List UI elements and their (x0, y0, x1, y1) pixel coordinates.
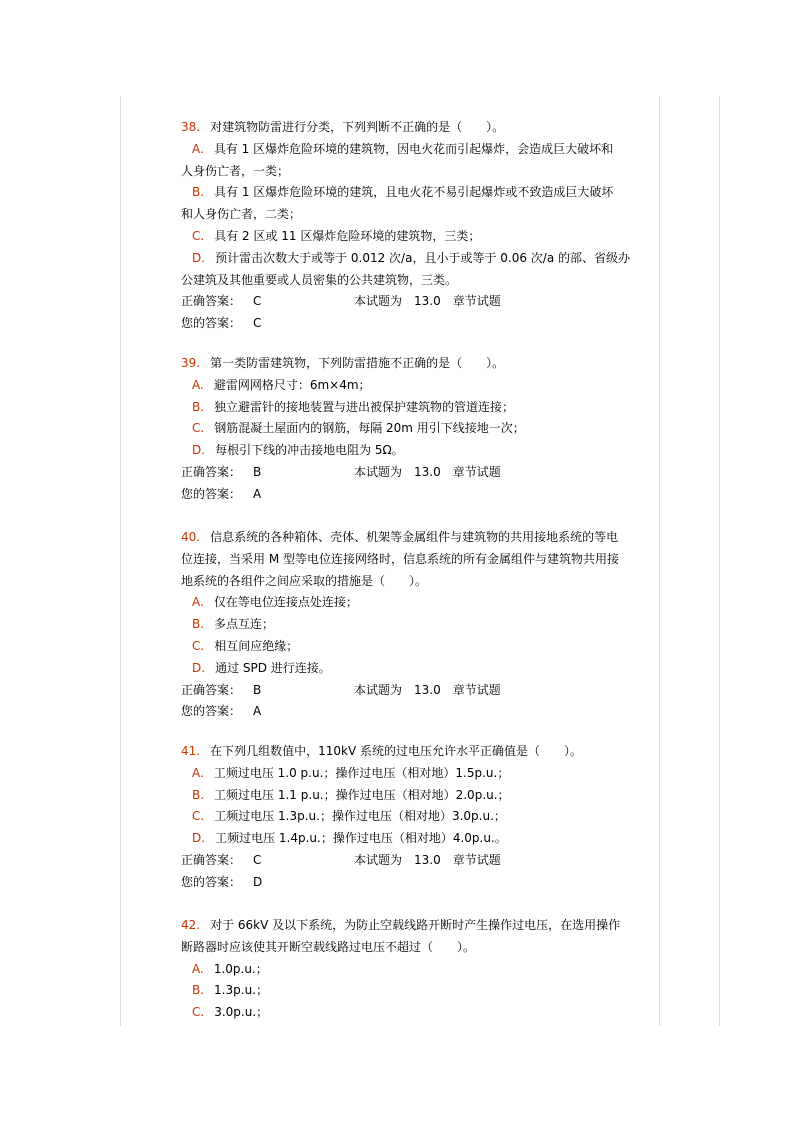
question-stem-line (181, 527, 661, 549)
option-text: 工频过电压 1.1 p.u.；操作过电压（相对地）2.0p.u.； (214, 787, 510, 802)
option-line (181, 636, 661, 658)
option-letter: C. (192, 1005, 205, 1020)
option-letter: D. (192, 660, 206, 675)
correct-answer-label: 正确答案： (181, 294, 242, 309)
option-letter: B. (192, 787, 205, 802)
option-line (181, 592, 661, 614)
option-letter: D. (192, 250, 206, 265)
option-text: 工频过电压 1.0 p.u.；操作过电压（相对地）1.5p.u.； (213, 765, 510, 780)
score-value: 13.0 (414, 464, 441, 479)
question-stem-text: 对建筑物防雷进行分类，下列判断不正确的是（ ）。 (210, 120, 505, 134)
score-prefix: 本试题为 (354, 852, 403, 867)
correct-answer-row (181, 680, 661, 702)
option-line (181, 440, 661, 462)
question-stem-line (181, 571, 661, 593)
your-answer-value: D (253, 874, 263, 889)
outer-right-border-line (719, 96, 720, 1026)
option-text: 钢筋混凝土屋面内的钢筋，每隔 20m 用引下线接地一次； (214, 421, 525, 436)
option-text: 具有 2 区或 11 区爆炸危险环境的建筑物，三类； (214, 228, 481, 243)
your-answer-value: A (253, 486, 262, 501)
option-text: 人身伤亡者，一类； (181, 163, 290, 178)
question-block (181, 353, 661, 506)
your-answer-label: 您的答案： (181, 486, 242, 501)
score-prefix: 本试题为 (354, 682, 403, 697)
question-stem-line (181, 937, 661, 959)
option-text: 相互间应绝缘； (214, 638, 299, 653)
option-letter: A. (192, 765, 204, 780)
score-prefix: 本试题为 (354, 464, 403, 479)
chapter-label: 章节试题 (452, 852, 501, 867)
question-stem-text: 第一类防雷建筑物，下列防雷措施不正确的是（ ）。 (210, 356, 505, 370)
score-value: 13.0 (414, 682, 441, 697)
option-text: 多点互连； (214, 617, 275, 632)
option-text: 预计雷击次数大于或等于 0.012 次/a，且小于或等于 0.06 次/a 的部、省级办 (215, 250, 631, 265)
option-line (181, 763, 661, 785)
option-line (181, 248, 661, 270)
question-number: 39. (181, 356, 201, 370)
your-answer-label: 您的答案： (181, 316, 242, 331)
option-line (181, 980, 661, 1002)
option-text: 具有 1 区爆炸危险环境的建筑物，因电火花而引起爆炸，会造成巨大破坏和 (213, 141, 614, 156)
option-letter: B. (192, 617, 205, 632)
your-answer-label: 您的答案： (181, 704, 242, 719)
option-text: 工频过电压 1.4p.u.；操作过电压（相对地）4.0p.u.。 (215, 831, 507, 846)
question-block (181, 527, 661, 723)
question-stem-line (181, 741, 661, 763)
option-text: 1.0p.u.； (213, 961, 268, 976)
your-answer-value: A (253, 704, 262, 719)
correct-answer-value: C (253, 294, 262, 309)
option-letter: A. (192, 141, 204, 156)
your-answer-value: C (253, 316, 262, 331)
question-stem-text: 断路器时应该使其开断空载线路过电压不超过（ ）。 (181, 939, 476, 954)
option-letter: C. (192, 228, 205, 243)
option-text: 每根引下线的冲击接地电阻为 5Ω。 (215, 443, 404, 458)
question-number: 41. (181, 744, 201, 758)
chapter-label: 章节试题 (452, 294, 501, 309)
question-stem-line (181, 117, 661, 139)
option-line (181, 959, 661, 981)
option-text: 工频过电压 1.3p.u.；操作过电压（相对地）3.0p.u.； (214, 809, 506, 824)
option-line (181, 161, 661, 183)
option-line (181, 658, 661, 680)
your-answer-row (181, 313, 661, 335)
option-text: 通过 SPD 进行连接。 (215, 660, 331, 675)
chapter-label: 章节试题 (452, 464, 501, 479)
your-answer-label: 您的答案： (181, 874, 242, 889)
option-text: 公建筑及其他重要或人员密集的公共建筑物，三类。 (181, 272, 458, 287)
question-stem-text: 位连接，当采用 M 型等电位连接网络时，信息系统的所有金属组件与建筑物共用接 (181, 551, 619, 566)
option-text: 仅在等电位连接点处连接； (213, 595, 358, 610)
option-line (181, 182, 661, 204)
correct-answer-label: 正确答案： (181, 852, 242, 867)
chapter-label: 章节试题 (452, 682, 501, 697)
question-stem-line (181, 353, 661, 375)
your-answer-row (181, 872, 661, 894)
option-line (181, 270, 661, 292)
option-line (181, 614, 661, 636)
question-block (181, 915, 661, 1024)
correct-answer-row (181, 850, 661, 872)
correct-answer-label: 正确答案： (181, 464, 242, 479)
question-number: 42. (181, 918, 201, 932)
option-letter: B. (192, 983, 205, 998)
question-number: 38. (181, 120, 201, 134)
option-line (181, 806, 661, 828)
correct-answer-value: B (253, 464, 262, 479)
question-stem-line (181, 915, 661, 937)
option-text: 1.3p.u.； (214, 983, 268, 998)
option-text: 和人身伤亡者，二类； (181, 207, 302, 222)
score-value: 13.0 (414, 852, 441, 867)
question-stem-text: 信息系统的各种箱体、壳体、机架等金属组件与建筑物的共用接地系统的等电 (210, 530, 619, 544)
option-letter: D. (192, 831, 206, 846)
option-text: 避雷网网格尺寸：6m×4m； (213, 377, 371, 392)
question-stem-text: 地系统的各组件之间应采取的措施是（ ）。 (181, 573, 428, 588)
option-letter: B. (192, 399, 205, 414)
question-block (181, 117, 661, 335)
question-stem-text: 在下列几组数值中，110kV 系统的过电压允许水平正确值是（ ）。 (210, 744, 582, 758)
your-answer-row (181, 701, 661, 723)
option-letter: A. (192, 377, 204, 392)
option-letter: D. (192, 443, 206, 458)
left-border-line (120, 96, 121, 1026)
option-line (181, 226, 661, 248)
option-text: 独立避雷针的接地装置与进出被保护建筑物的管道连接； (214, 399, 515, 414)
option-line (181, 828, 661, 850)
option-line (181, 204, 661, 226)
option-letter: C. (192, 421, 205, 436)
option-letter: A. (192, 961, 204, 976)
option-letter: C. (192, 638, 205, 653)
option-text: 3.0p.u.； (214, 1005, 269, 1020)
option-line (181, 139, 661, 161)
option-letter: A. (192, 595, 204, 610)
your-answer-row (181, 484, 661, 506)
option-line (181, 785, 661, 807)
option-letter: B. (192, 185, 205, 200)
question-stem-line (181, 549, 661, 571)
question-block (181, 741, 661, 894)
option-line (181, 418, 661, 440)
option-line (181, 1002, 661, 1024)
score-prefix: 本试题为 (354, 294, 403, 309)
correct-answer-row (181, 291, 661, 313)
correct-answer-row (181, 462, 661, 484)
correct-answer-label: 正确答案： (181, 682, 242, 697)
correct-answer-value: B (253, 682, 262, 697)
question-stem-text: 对于 66kV 及以下系统，为防止空载线路开断时产生操作过电压，在选用操作 (210, 918, 621, 932)
score-value: 13.0 (414, 294, 441, 309)
option-text: 具有 1 区爆炸危险环境的建筑，且电火花不易引起爆炸或不致造成巨大破坏 (214, 185, 614, 200)
option-letter: C. (192, 809, 205, 824)
option-line (181, 397, 661, 419)
option-line (181, 375, 661, 397)
question-number: 40. (181, 530, 201, 544)
correct-answer-value: C (253, 852, 262, 867)
